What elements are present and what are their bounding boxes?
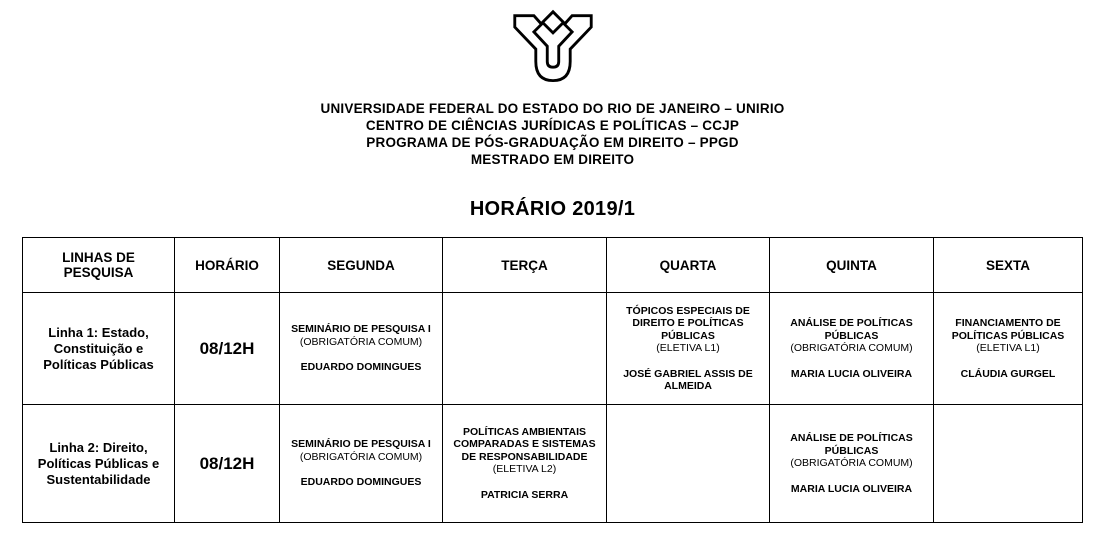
course-name: ANÁLISE DE POLÍTICAS PÚBLICAS [790,317,913,342]
cell-row2-terca [443,405,607,523]
cell-row1-quarta [607,293,770,405]
cell-row2-sexta [934,405,1083,523]
course-name: FINANCIAMENTO DE POLÍTICAS PÚBLICAS [951,317,1065,342]
header-line-university: UNIVERSIDADE FEDERAL DO ESTADO DO RIO DE JANEIRO – UNIRIO [320,101,785,116]
cell-row1-terca [443,293,607,405]
course-note: (ELETIVA L1) [656,342,720,354]
university-logo [0,8,1105,94]
course-name: ANÁLISE DE POLÍTICAS PÚBLICAS [790,432,913,457]
header-line-program: PROGRAMA DE PÓS-GRADUAÇÃO EM DIREITO – PPGD [366,135,739,150]
course-name: POLÍTICAS AMBIENTAIS COMPARADAS E SISTEMAS DE RESPONSABILIDADE [453,425,596,463]
cell-row2-quarta [607,405,770,523]
cell-row2-horario: 08/12H [175,405,280,523]
professor-name: PATRICIA SERRA [480,488,569,501]
cell-row2-linha: Linha 2: Direito, Políticas Públicas e Sustentabilidade [23,405,175,523]
course-name: SEMINÁRIO DE PESQUISA I [291,323,431,336]
column-header-horario: HORÁRIO [175,238,280,293]
schedule-table [22,237,1083,523]
table-row-linha-1 [23,293,1083,405]
cell-row2-segunda [280,405,443,523]
professor-name: EDUARDO DOMINGUES [300,476,422,489]
professor-name: CLÁUDIA GURGEL [960,367,1056,380]
course-note: (ELETIVA L1) [976,342,1040,354]
course-name: TÓPICOS ESPECIAIS DE DIREITO E POLÍTICAS PÚBLICAS [626,304,750,342]
table-header-row [23,238,1083,293]
professor-name: EDUARDO DOMINGUES [300,361,422,374]
professor-name: MARIA LUCIA OLIVEIRA [790,367,913,380]
cell-row1-segunda [280,293,443,405]
column-header-quinta: QUINTA [770,238,934,293]
course-note: (OBRIGATÓRIA COMUM) [299,335,423,348]
header-line-degree: MESTRADO EM DIREITO [470,152,635,167]
column-header-quarta: QUARTA [607,238,770,293]
column-header-linhas-de-pesquisa: LINHAS DE PESQUISA [23,238,175,293]
cell-row2-quinta [770,405,934,523]
column-header-terca: TERÇA [443,238,607,293]
table-row-linha-2 [23,405,1083,523]
course-note: (ELETIVA L2) [492,463,557,476]
document-header [0,100,1105,168]
cell-row1-horario: 08/12H [175,293,280,405]
header-line-center: CENTRO DE CIÊNCIAS JURÍDICAS E POLÍTICAS – CCJP [365,118,740,133]
unirio-logo-icon [505,8,601,94]
column-header-segunda: SEGUNDA [280,238,443,293]
cell-row1-linha: Linha 1: Estado, Constituição e Políticas Públicas [23,293,175,405]
cell-row1-sexta [934,293,1083,405]
page-title: HORÁRIO 2019/1 [469,198,636,220]
course-note: (OBRIGATÓRIA COMUM) [790,457,913,469]
cell-row1-quinta [770,293,934,405]
course-note: (OBRIGATÓRIA COMUM) [299,450,423,463]
professor-name: JOSÉ GABRIEL ASSIS DE ALMEIDA [623,367,753,392]
course-name: SEMINÁRIO DE PESQUISA I [291,438,431,451]
column-header-sexta: SEXTA [934,238,1083,293]
professor-name: MARIA LUCIA OLIVEIRA [790,482,913,495]
course-note: (OBRIGATÓRIA COMUM) [790,342,913,354]
